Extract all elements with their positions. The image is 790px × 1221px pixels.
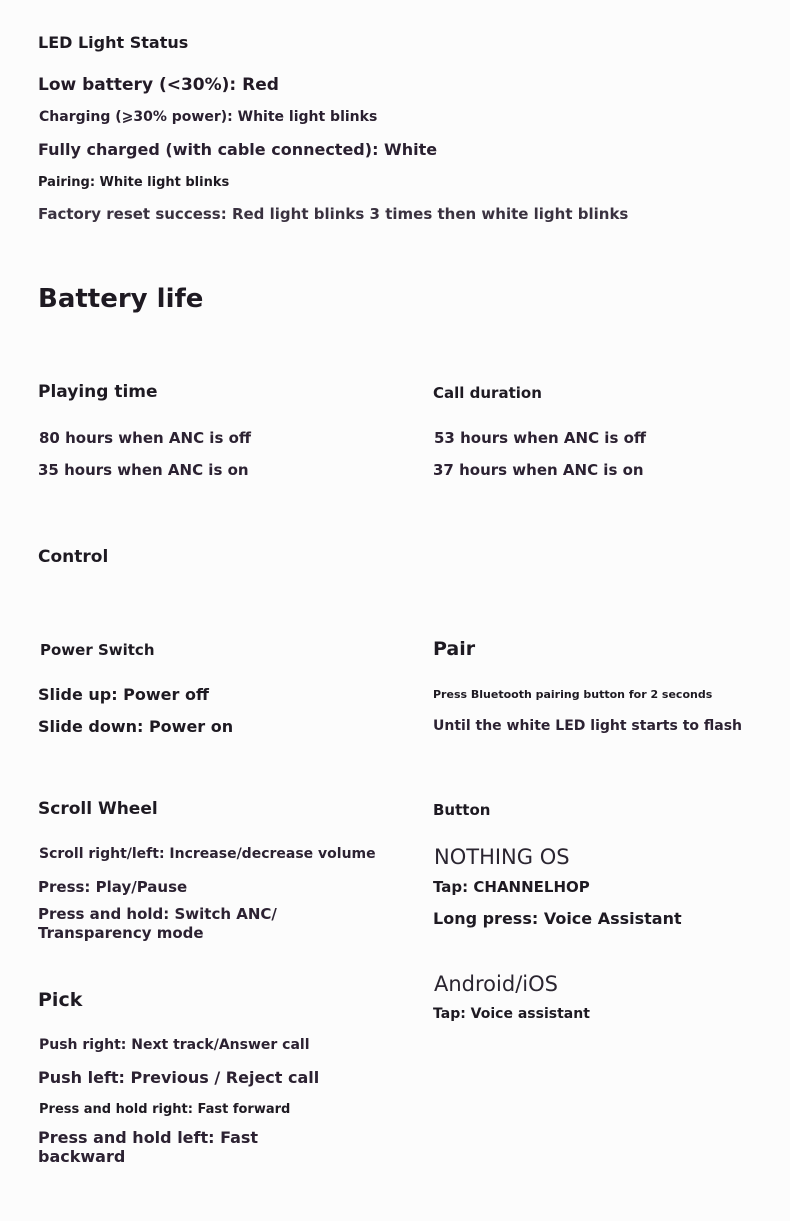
playing-anc-on: 35 hours when ANC is on xyxy=(38,461,249,479)
led-factory-reset: Factory reset success: Red light blinks 3 times then white light blinks xyxy=(38,205,629,223)
battery-life-title: Battery life xyxy=(38,284,204,314)
call-duration-heading: Call duration xyxy=(433,384,542,402)
control-heading: Control xyxy=(38,547,109,567)
playing-time-heading: Playing time xyxy=(38,382,158,402)
pick-push-left: Push left: Previous / Reject call xyxy=(38,1068,320,1087)
led-pairing: Pairing: White light blinks xyxy=(38,175,230,190)
nothing-os-tap: Tap: CHANNELHOP xyxy=(433,878,590,896)
scroll-wheel-heading: Scroll Wheel xyxy=(38,799,158,819)
playing-anc-off: 80 hours when ANC is off xyxy=(39,429,252,447)
pick-hold-left-line1: Press and hold left: Fast xyxy=(38,1128,259,1147)
scroll-hold-line2: Transparency mode xyxy=(38,924,204,942)
call-anc-on: 37 hours when ANC is on xyxy=(433,461,644,479)
nothing-os-title: NOTHING OS xyxy=(434,845,570,869)
button-heading: Button xyxy=(433,801,491,819)
led-low-battery: Low battery (<30%): Red xyxy=(38,75,279,95)
led-charging: Charging (⩾30% power): White light blinks xyxy=(39,109,378,125)
scroll-press: Press: Play/Pause xyxy=(38,878,188,896)
led-heading: LED Light Status xyxy=(38,33,189,52)
power-switch-heading: Power Switch xyxy=(40,641,155,659)
pair-heading: Pair xyxy=(433,638,476,660)
pick-hold-right: Press and hold right: Fast forward xyxy=(39,1102,291,1117)
power-slide-down: Slide down: Power on xyxy=(38,717,234,736)
pair-until-flash: Until the white LED light starts to flash xyxy=(433,718,743,734)
pick-push-right: Push right: Next track/Answer call xyxy=(39,1037,310,1053)
android-ios-title: Android/iOS xyxy=(434,972,558,996)
nothing-os-long-press: Long press: Voice Assistant xyxy=(433,909,682,928)
call-anc-off: 53 hours when ANC is off xyxy=(434,429,647,447)
led-fully-charged: Fully charged (with cable connected): White xyxy=(38,140,438,159)
pick-heading: Pick xyxy=(38,989,83,1011)
pick-hold-left-line2: backward xyxy=(38,1147,126,1166)
pair-press-button: Press Bluetooth pairing button for 2 seconds xyxy=(433,688,713,701)
power-slide-up: Slide up: Power off xyxy=(38,685,209,704)
scroll-hold-line1: Press and hold: Switch ANC/ xyxy=(38,905,277,923)
scroll-volume: Scroll right/left: Increase/decrease volume xyxy=(39,846,376,862)
android-ios-tap: Tap: Voice assistant xyxy=(433,1006,590,1022)
